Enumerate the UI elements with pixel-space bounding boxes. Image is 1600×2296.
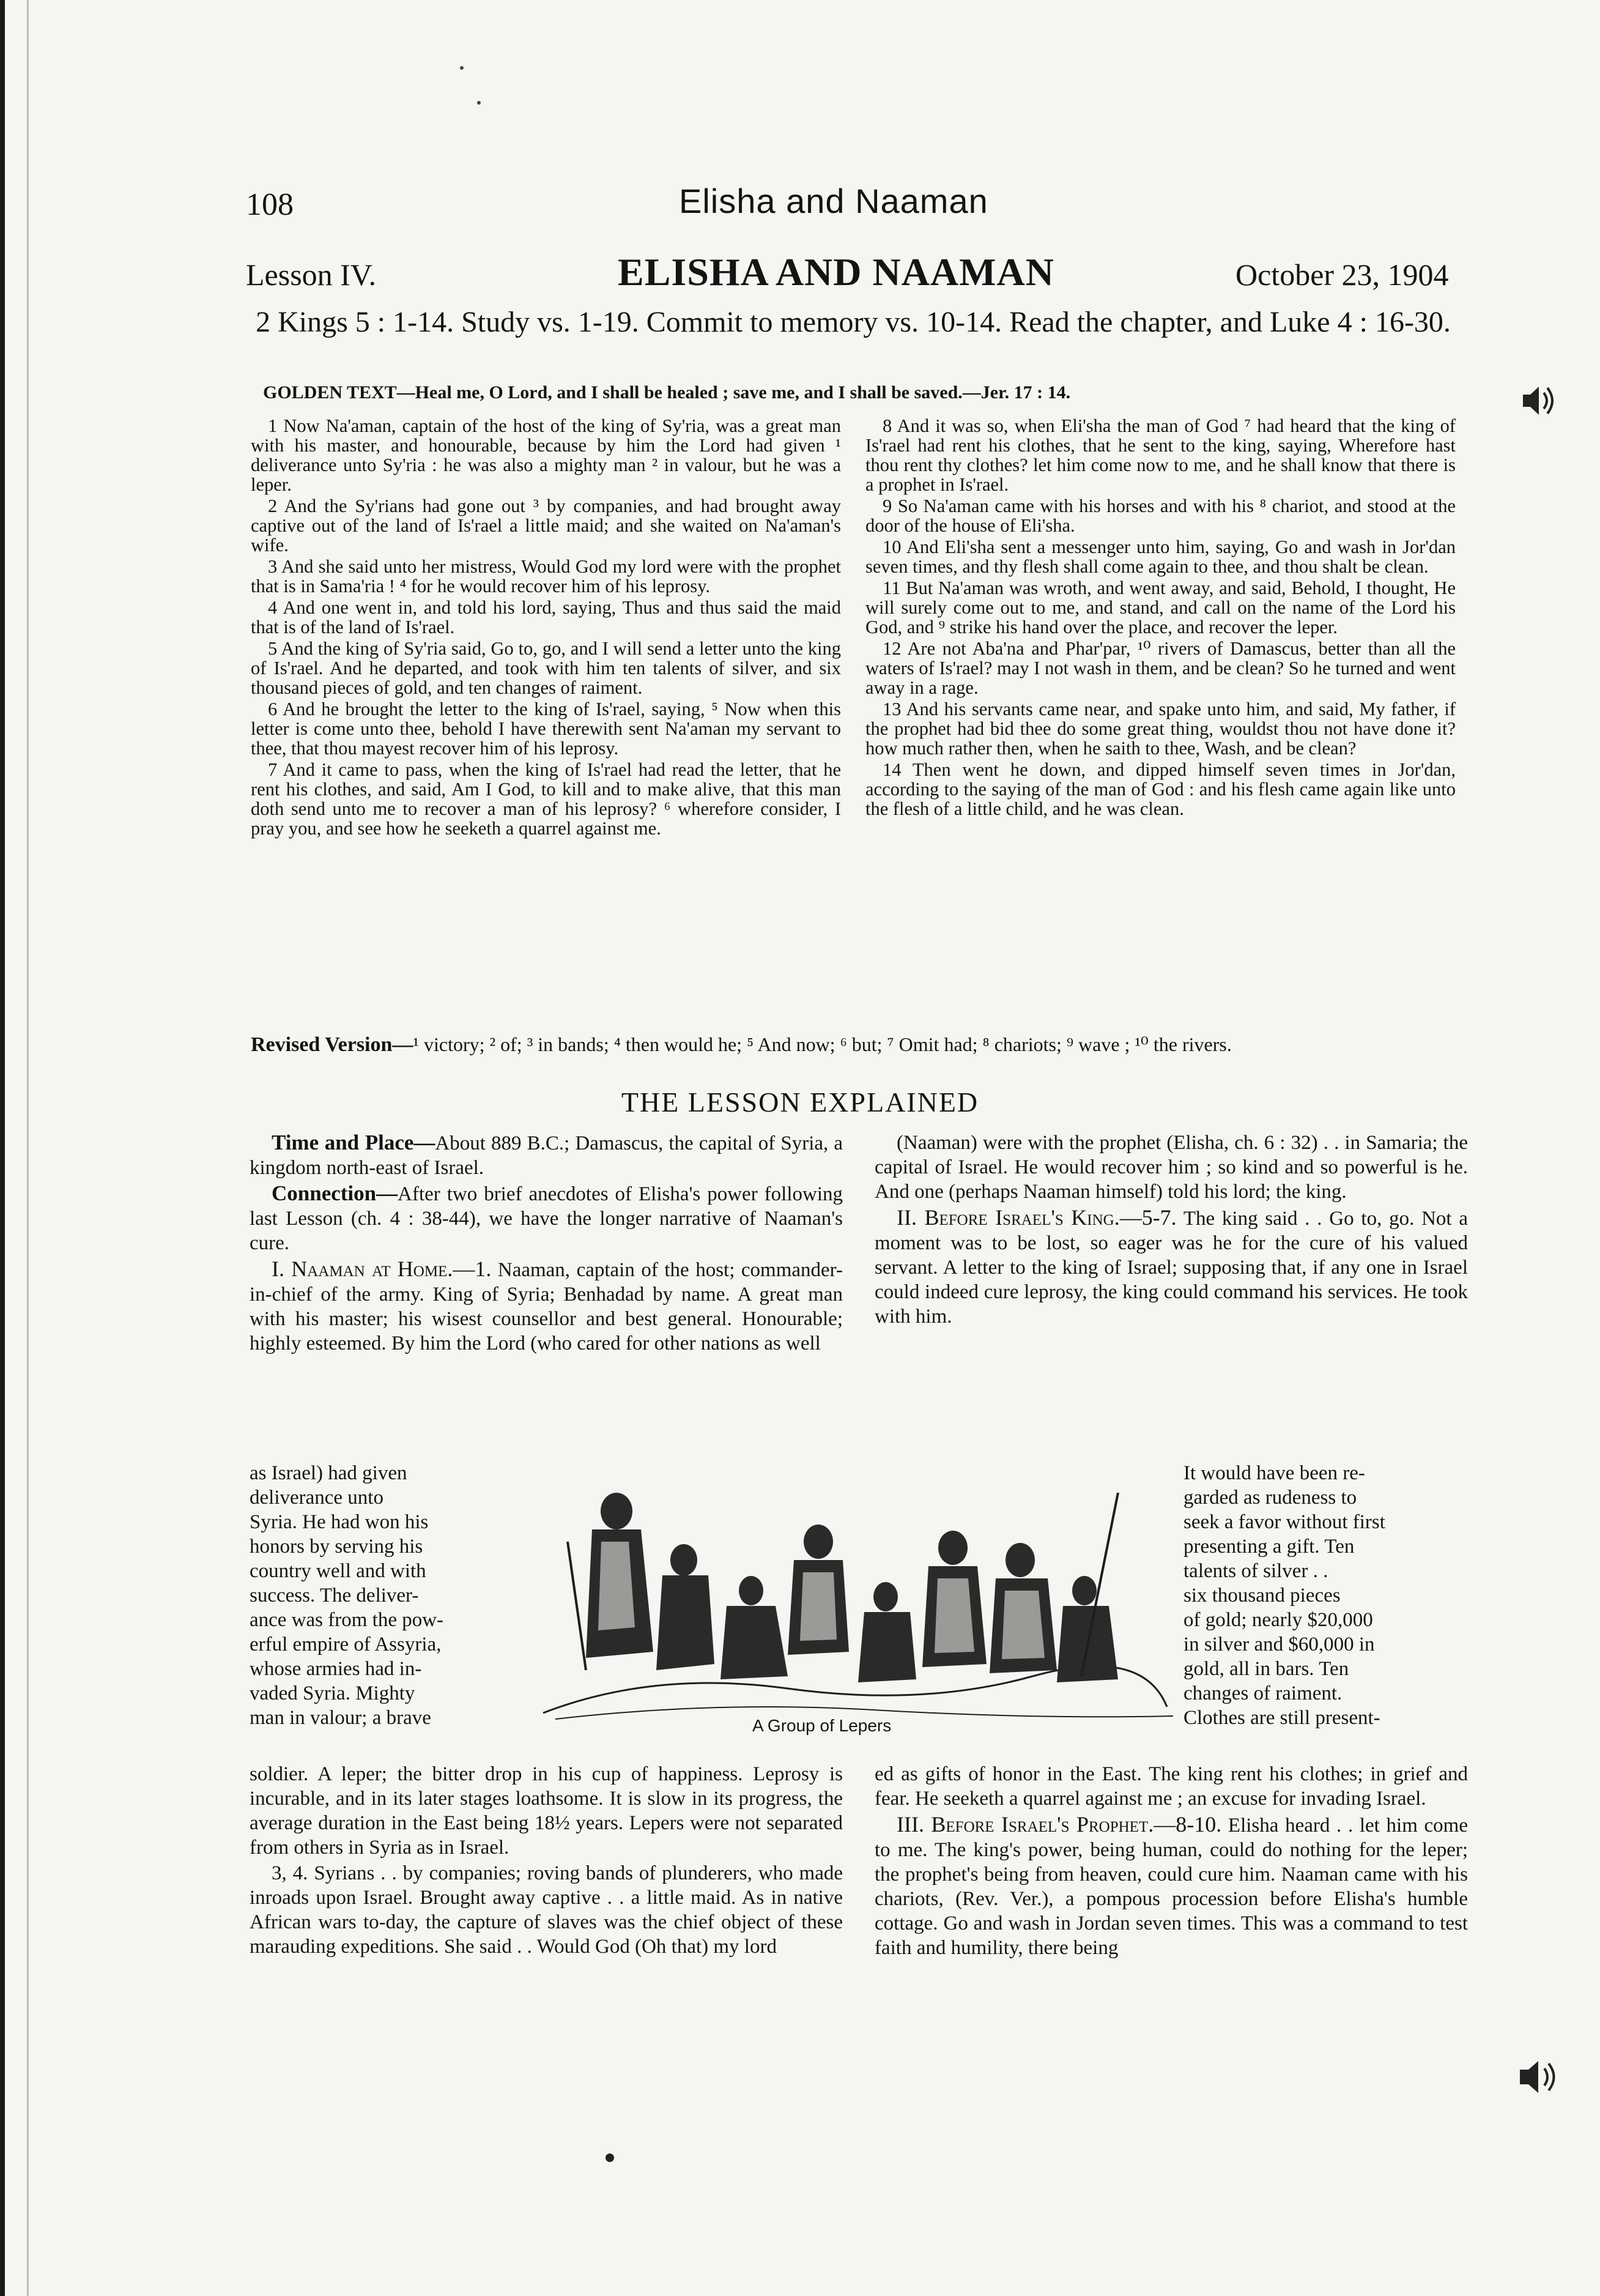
verse: 13 And his servants came near, and spake unto him, and said, My father, if the prophet had bid thee do some great thing, wouldst thou not have done it? how much rather then, when he saith to thee, Wash, and be clean? — [865, 699, 1456, 759]
verse: 3 And she said unto her mistress, Would God my lord were with the prophet that is in Sama'ria ! ⁴ for he would recover him of his leprosy. — [251, 556, 841, 596]
wrapped-line: six thousand pieces — [1183, 1585, 1341, 1607]
explanation-left-upper — [250, 1131, 843, 1357]
time-place-paragraph — [250, 1131, 843, 1180]
section-2-continuation: ed as gifts of honor in the East. The king rent his clothes; in grief and fear. He seeketh a quarrel against me ; an excuse for invading Israel. — [875, 1763, 1468, 1810]
time-place-text: About 889 B.C.; Damascus, the capital of Syria, a kingdom north-east of Israel. — [250, 1132, 843, 1179]
wrapped-line: whose armies had in- — [250, 1658, 422, 1680]
verse: 14 Then went he down, and dipped himself seven times in Jor'dan, according to the saying of the man of God : and his flesh came again like unto the flesh of a little child, and he was clean. — [865, 759, 1456, 819]
wrapped-line: garded as rudeness to — [1183, 1487, 1357, 1509]
wrapped-line: of gold; nearly $20,000 — [1183, 1609, 1373, 1631]
wrapped-line: deliverance unto — [250, 1487, 383, 1509]
explanation-right-upper — [875, 1131, 1468, 1330]
section-2-text: The king said . . Go to, go. Not a moment was to be lost, so eager was he for the cure of his valued servant. A letter to the king of Israel; supposing that, if any one in Israel could indeed cure leprosy, the king could command his services. He took with him. — [875, 1208, 1469, 1328]
golden-text: GOLDEN TEXT—Heal me, O Lord, and I shall be healed ; save me, and I shall be saved.—Jer. 17 : 14. — [263, 382, 1071, 403]
section-2-wrapped-lines — [1183, 1461, 1468, 1730]
time-place-label: Time and Place— — [272, 1131, 435, 1154]
verse: 10 And Eli'sha sent a messenger unto him, saying, Go and wash in Jor'dan seven times, and thy flesh shall come again to thee, and thou shalt be clean. — [865, 537, 1456, 577]
scripture-reference: 2 Kings 5 : 1-14. Study vs. 1-19. Commit to memory vs. 10-14. Read the chapter, and Luke 4 : 16-30. — [256, 306, 1451, 338]
wrapped-line: in silver and $60,000 in — [1183, 1633, 1375, 1655]
wrapped-line: changes of raiment. — [1183, 1682, 1343, 1704]
scan-margin-line — [27, 0, 29, 2296]
verse: 12 Are not Aba'na and Phar'par, ¹⁰ rivers of Damascus, better than all the waters of Is'rael? may I not wash in them, and be clean? So he turned and went away in a rage. — [865, 638, 1456, 698]
section-1-wrapped-lines — [250, 1461, 528, 1730]
scan-speck — [477, 101, 481, 105]
wrapped-line: Syria. He had won his — [250, 1511, 429, 1533]
section-3-text: Elisha heard . . let him come to me. The king's power, being human, could do nothing for the leper; the prophet's being from heaven, could cure him. Naaman came with his chariots, (Rev. Ver.), a pompous procession before Elisha's humble cottage. Go and wash in Jordan seven times. This was a command to test faith and humility, there being — [875, 1815, 1468, 1959]
connection-paragraph — [250, 1181, 843, 1255]
wrapped-line: seek a favor without first — [1183, 1511, 1385, 1533]
section-1-text: Naaman, captain of the host; commander-in-chief of the army. King of Syria; Benhadad by name. A great man with his master; his wisest counsellor and best general. Honourable; highly esteemed. By him the Lord (who cared for other nations as well — [250, 1259, 843, 1354]
scan-speck — [606, 2153, 614, 2162]
section-3-heading: III. Before Israel's Prophet.—8-10. — [897, 1812, 1222, 1837]
running-head: Elisha and Naaman — [679, 182, 988, 220]
sound-icon — [1514, 2053, 1563, 2101]
wrapped-line: success. The deliver- — [250, 1585, 419, 1607]
wrapped-line: country well and with — [250, 1560, 426, 1582]
section-3-4-paragraph: 3, 4. Syrians . . by companies; roving bands of plunderers, who made inroads upon Israel. Brought away captive . . a little maid. As in native African wars to-day, the capture of slaves was the chief object of these marauding expeditions. She said . . Would God (Oh that) my lord — [250, 1862, 843, 1958]
lesson-date: October 23, 1904 — [1235, 258, 1449, 292]
wrapped-line: vaded Syria. Mighty — [250, 1682, 415, 1704]
section-2-heading: II. Before Israel's King.—5-7. — [897, 1205, 1177, 1230]
wrapped-line: gold, all in bars. Ten — [1183, 1658, 1349, 1680]
section-1-heading: I. Naaman at Home.—1. — [272, 1257, 492, 1281]
verse: 8 And it was so, when Eli'sha the man of God ⁷ had heard that the king of Is'rael had rent his clothes, that he sent to the king, saying, Wherefore hast thou rent thy clothes? let him come now to me, and he shall know that there is a prophet in Is'rael. — [865, 415, 1456, 495]
section-1-continuation: soldier. A leper; the bitter drop in his cup of happiness. Leprosy is incurable, and in its later stages loathsome. It is slow in its progress, the average duration in the East being 18½ years. Lepers were not separated from others in Syria as in Israel. — [250, 1763, 843, 1859]
wrapped-line: presenting a gift. Ten — [1183, 1536, 1355, 1558]
revised-version-text: ¹ victory; ² of; ³ in bands; ⁴ then would he; ⁵ And now; ⁶ but; ⁷ Omit had; ⁸ chariots; ⁹ wave ; ¹⁰ the rivers. — [413, 1033, 1232, 1055]
verse: 4 And one went in, and told his lord, saying, Thus and thus said the maid that is of the land of Is'rael. — [251, 597, 841, 637]
wrapped-line: ance was from the pow- — [250, 1609, 444, 1631]
verse: 5 And the king of Sy'ria said, Go to, go, and I will send a letter unto the king of Is'rael. And he departed, and took with him ten talents of silver, and six thousand pieces of gold, and ten changes of raiment. — [251, 638, 841, 698]
section-3-paragraph — [875, 1812, 1468, 1960]
section-1-paragraph — [250, 1257, 843, 1356]
wrapped-line: It would have been re- — [1183, 1462, 1365, 1484]
wrapped-line: erful empire of Assyria, — [250, 1633, 442, 1655]
verse: 7 And it came to pass, when the king of Is'rael had read the letter, that he rent his clothes, and said, Am I God, to kill and to make alive, that this man doth send unto me to recover a man of his leprosy? ⁶ wherefore consider, I pray you, and see how he seeketh a quarrel against me. — [251, 759, 841, 839]
page-number: 108 — [246, 187, 294, 222]
lepers-illustration — [531, 1468, 1179, 1725]
revised-version-label: Revised Version— — [251, 1033, 413, 1056]
verse: 9 So Na'aman came with his horses and with his ⁸ chariot, and stood at the door of the house of Eli'sha. — [865, 496, 1456, 536]
section-heading: THE LESSON EXPLAINED — [621, 1087, 979, 1118]
sound-icon — [1517, 379, 1560, 422]
explanation-left-lower — [250, 1762, 843, 1960]
connection-label: Connection— — [272, 1181, 398, 1205]
verse: 11 But Na'aman was wroth, and went away, and said, Behold, I thought, He will surely come out to me, and stand, and call on the name of the Lord his God, and ⁹ strike his hand over the place, and recover the leper. — [865, 578, 1456, 637]
revised-version-notes — [251, 1034, 1468, 1055]
scripture-verses-right — [865, 416, 1456, 820]
verse: 6 And he brought the letter to the king of Is'rael, saying, ⁵ Now when this letter is come unto thee, behold I have therewith sent Na'aman my servant to thee, that thou mayest recover him of his leprosy. — [251, 699, 841, 759]
wrapped-line: talents of silver . . — [1183, 1560, 1328, 1582]
section-2-paragraph — [875, 1205, 1468, 1329]
lesson-title: ELISHA AND NAAMAN — [618, 250, 1054, 294]
illustration-caption: A Group of Lepers — [752, 1716, 892, 1735]
intro-paragraph: (Naaman) were with the prophet (Elisha, ch. 6 : 32) . . in Samaria; the capital of Israel. He would recover him ; so kind and so powerful is he. And one (perhaps Naaman himself) told his lord; the king. — [875, 1132, 1468, 1203]
lesson-number: Lesson IV. — [246, 258, 376, 292]
wrapped-line: honors by serving his — [250, 1536, 423, 1558]
verse: 1 Now Na'aman, captain of the host of the king of Sy'ria, was a great man with his master, and honourable, because by him the Lord had given ¹ deliverance unto Sy'ria : he was also a mighty man ² in valour, but he was a leper. — [251, 415, 841, 495]
scan-speck — [460, 66, 464, 70]
connection-text: After two brief anecdotes of Elisha's power following last Lesson (ch. 4 : 38-44), we have the longer narrative of Naaman's cure. — [250, 1183, 843, 1254]
wrapped-line: Clothes are still present- — [1183, 1707, 1380, 1729]
verse: 2 And the Sy'rians had gone out ³ by companies, and had brought away captive out of the land of Is'rael a little maid; and she waited on Na'aman's wife. — [251, 496, 841, 555]
explanation-right-lower — [875, 1762, 1468, 1961]
scan-left-edge — [0, 0, 5, 2296]
scripture-verses-left — [251, 416, 841, 840]
wrapped-line: man in valour; a brave — [250, 1707, 431, 1729]
wrapped-line: as Israel) had given — [250, 1462, 407, 1484]
